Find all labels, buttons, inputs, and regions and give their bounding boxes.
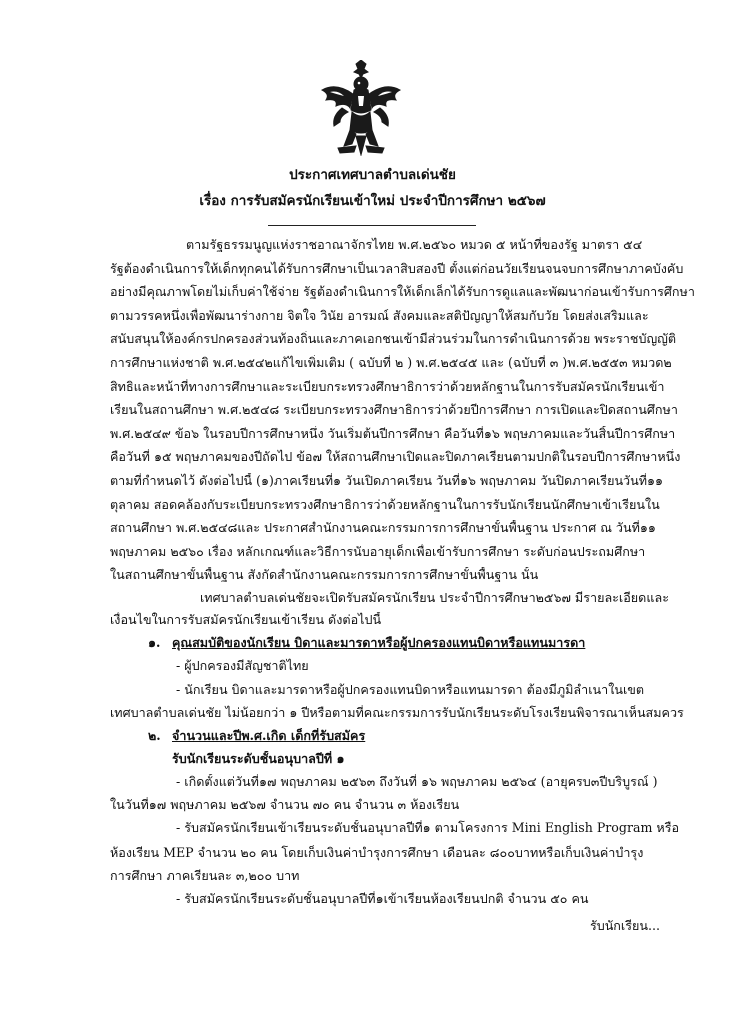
body-line: ในวันที่๑๗ พฤษภาคม ๒๕๖๗ จำนวน ๗๐ คน จำนวน ๓ ห้องเรียน	[110, 797, 460, 812]
list-item: - ผู้ปกครองมีสัญชาติไทย	[176, 658, 309, 673]
body-line: การศึกษา ภาคเรียนละ ๓,๒๐๐ บาท	[110, 868, 300, 883]
body-line: สนับสนุนให้องค์กรปกครองส่วนท้องถิ่นและภาคเอกชนเข้ามีส่วนร่วมในการดำเนินการด้วย พระราชบัญญัติ	[110, 331, 677, 346]
body-line: ตามรัฐธรรมนูญแห่งราชอาณาจักรไทย พ.ศ.๒๕๖๐ หมวด ๕ หน้าที่ของรัฐ มาตรา ๕๔	[186, 237, 643, 252]
body-line: ในสถานศึกษาขั้นพื้นฐาน สังกัดสำนักงานคณะกรรมการการศึกษาขั้นพื้นฐาน นั้น	[110, 567, 539, 582]
section-number: ๒.	[148, 728, 161, 743]
body-line: สถานศึกษา พ.ศ.๒๕๔๘และ ประกาศสำนักงานคณะกรรมการการศึกษาขั้นพื้นฐาน ประกาศ ณ วันที่๑๑	[110, 520, 656, 535]
continuation-text: รับนักเรียน...	[589, 918, 660, 933]
body-line: พฤษภาคม ๒๕๖๐ เรื่อง หลักเกณฑ์และวิธีการนับอายุเด็กเพื่อเข้ารับการศึกษา ระดับก่อนประถมศึกษา	[110, 544, 646, 559]
garuda-emblem-icon	[316, 60, 406, 156]
section-heading: คุณสมบัติของนักเรียน บิดาและมารดาหรือผู้ปกครองแทนบิดาหรือแทนมารดา	[172, 635, 586, 650]
body-line: ตามวรรคหนึ่งเพื่อพัฒนาร่างกาย จิตใจ วินัย อารมณ์ สังคมและสติปัญญาให้สมกับวัย โดยส่งเสริมและ	[110, 308, 649, 323]
body-line: เงื่อนไขในการรับสมัครนักเรียนเข้าเรียน ดังต่อไปนี้	[110, 612, 382, 627]
body-line: คือวันที่ ๑๕ พฤษภาคมของปีถัดไป ข้อ๗ ให้สถานศึกษาเปิดและปิดภาคเรียนตามปกติในรอบปีการศึกษาหนึ่ง	[110, 449, 681, 464]
list-item: - เกิดตั้งแต่วันที่๑๗ พฤษภาคม ๒๕๖๓ ถึงวันที่ ๑๖ พฤษภาคม ๒๕๖๔ (อายุครบ๓ปีบริบูรณ์ )	[176, 774, 658, 789]
body-line: ตามที่กำหนดไว้ ดังต่อไปนี้ (๑)ภาคเรียนที่๑ วันเปิดภาคเรียน วันที่๑๖ พฤษภาคม วันปิดภาคเรียนวันที่๑๑	[110, 473, 664, 488]
section-heading: จำนวนและปีพ.ศ.เกิด เด็กที่รับสมัคร	[172, 728, 366, 743]
body-line: รัฐต้องดำเนินการให้เด็กทุกคนได้รับการศึกษาเป็นเวลาสิบสองปี ตั้งแต่ก่อนวัยเรียนจนจบการศึกษาภาคบังคับ	[110, 261, 684, 276]
list-item: - รับสมัครนักเรียนระดับชั้นอนุบาลปีที่๑เข้าเรียนห้องเรียนปกติ จำนวน ๕๐ คน	[176, 891, 589, 906]
list-item: - รับสมัครนักเรียนเข้าเรียนระดับชั้นอนุบาลปีที่๑ ตามโครงการ Mini English Program หรือ	[176, 820, 680, 835]
subsection-heading: รับนักเรียนระดับชั้นอนุบาลปีที่ ๑	[172, 751, 345, 766]
body-line: การศึกษาแห่งชาติ พ.ศ.๒๕๔๒แก้ไขเพิ่มเติม ( ฉบับที่ ๒ ) พ.ศ.๒๕๔๕ และ (ฉบับที่ ๓ )พ.ศ.๒๕๕๓ หมวด๒	[110, 355, 672, 370]
body-line: สิทธิและหน้าที่ทางการศึกษาและระเบียบกระทรวงศึกษาธิการว่าด้วยหลักฐานในการรับสมัครนักเรียนเข้า	[110, 379, 665, 394]
announcement-title: ประกาศเทศบาลตำบลเด่นชัย	[289, 167, 456, 183]
body-line: เรียนในสถานศึกษา พ.ศ.๒๕๔๘ ระเบียบกระทรวงศึกษาธิการว่าด้วยปีการศึกษา การเปิดและปิดสถานศึกษา	[110, 402, 678, 417]
body-line: เทศบาลตำบลเด่นชัยจะเปิดรับสมัครนักเรียน ประจำปีการศึกษา๒๕๖๗ มีรายละเอียดและ	[200, 590, 669, 605]
body-line: พ.ศ.๒๕๔๙ ข้อ๖ ในรอบปีการศึกษาหนึ่ง วันเริ่มต้นปีการศึกษา คือวันที่๑๖ พฤษภาคมและวันสิ้นปีการศึกษา	[110, 426, 676, 441]
list-item: - นักเรียน บิดาและมารดาหรือผู้ปกครองแทนบิดาหรือแทนมารดา ต้องมีภูมิลำเนาในเขต	[176, 682, 645, 697]
body-line: ห้องเรียน MEP จำนวน ๒๐ คน โดยเก็บเงินค่าบำรุงการศึกษา เดือนละ ๘๐๐บาทหรือเก็บเงินค่าบำรุง	[110, 845, 644, 860]
body-line: ตุลาคม สอดคล้องกับระเบียบกระทรวงศึกษาธิการว่าด้วยหลักฐานในการรับนักเรียนนักศึกษาเข้าเรียนใน	[110, 497, 660, 512]
body-line: เทศบาลตำบลเด่นชัย ไม่น้อยกว่า ๑ ปีหรือตามที่คณะกรรมการรับนักเรียนระดับโรงเรียนพิจารณาเห็นสมควร	[110, 705, 684, 720]
body-line: อย่างมีคุณภาพโดยไม่เก็บค่าใช้จ่าย รัฐต้องดำเนินการให้เด็กเล็กได้รับการดูแลและพัฒนาก่อนเข้ารับการศึกษา	[110, 284, 695, 299]
title-divider	[268, 225, 476, 226]
section-number: ๑.	[148, 635, 161, 650]
announcement-subject: เรื่อง การรับสมัครนักเรียนเข้าใหม่ ประจำปีการศึกษา ๒๕๖๗	[199, 193, 546, 209]
